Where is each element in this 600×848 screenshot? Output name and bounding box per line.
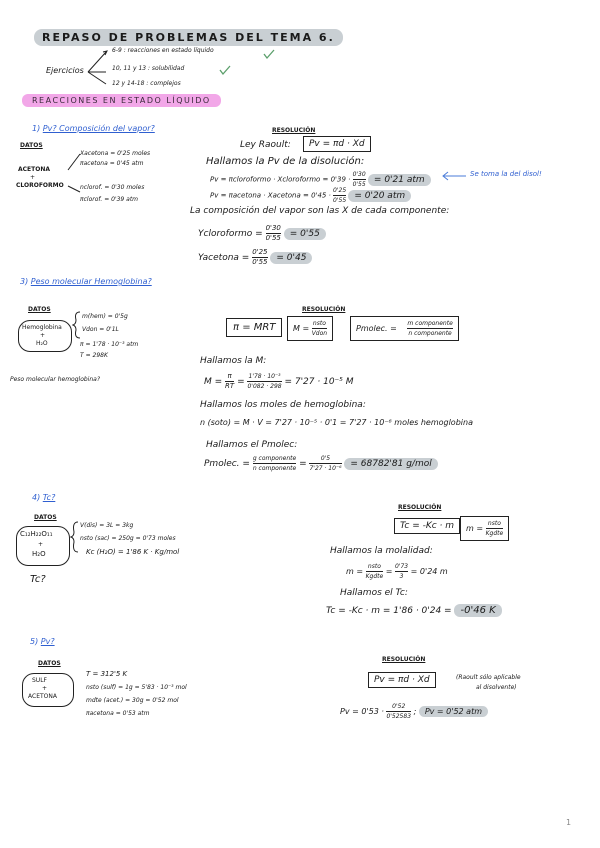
page-number: 1 (566, 818, 572, 827)
equation-line: n (soto) = M · V = 7'27 · 10⁻⁵ · 0'1 = 7'27 · 10⁻⁶ moles hemoglobina (200, 418, 473, 427)
datos-label: DATOS (34, 514, 57, 521)
formula-box: Tc = -Kc · m (394, 518, 460, 534)
question-text: Tc? (42, 493, 56, 502)
equation-line: m = $\frac{\text{nsto}}{\text{Kgdte}}$ = $\frac{0'73}{3}$ = 0'24 m (346, 563, 448, 580)
datos-label: DATOS (38, 660, 61, 667)
species-b: CLOROFORMO (16, 182, 64, 189)
data-item: πclorof. = 0'39 atm (80, 196, 139, 203)
species-b: H₂O (32, 550, 46, 558)
result-highlight: = 0'21 atm (368, 174, 431, 186)
resolucion-label: RESOLUCIÓN (272, 127, 316, 134)
question-text: Pv? (40, 637, 55, 646)
question-text: Peso molecular Hemoglobina? (30, 277, 152, 286)
exercise-item: 10, 11 y 13 : solubilidad (112, 65, 185, 72)
brace (70, 520, 80, 554)
species-b: ACETONA (28, 693, 57, 700)
law-formula-box: Pv = πd · Xd (303, 136, 371, 152)
species-box (22, 673, 74, 707)
formula-box: M = $\frac{\text{nsto}}{\text{Vdon}}$ (287, 316, 333, 341)
result-highlight: = 0'45 (270, 252, 312, 264)
data-item: nsto (sac) = 250g = 0'73 moles (80, 535, 176, 542)
note-text: al disolvente) (476, 684, 517, 691)
result-highlight: Pv = 0'52 atm (419, 706, 488, 717)
data-item: π = 1'78 · 10⁻³ atm (80, 341, 139, 348)
resolucion-label: RESOLUCIÓN (382, 656, 426, 663)
brace (72, 310, 82, 340)
datos-label: DATOS (28, 306, 51, 313)
species-a: ACETONA (18, 166, 51, 173)
text-line: Hallamos los moles de hemoglobina: (200, 400, 366, 410)
note-text: (Raoult sólo aplicable (456, 674, 521, 681)
data-item: nsto (sulf) = 1g = 5'83 · 10⁻³ mol (86, 684, 187, 691)
result-highlight: = 0'20 atm (348, 190, 411, 202)
side-note: Se toma la del disol! (470, 170, 542, 178)
data-item: nclorof. = 0'30 moles (80, 184, 145, 191)
ejercicios-label: Ejercicios (46, 66, 84, 75)
result-highlight: = 0'55 (284, 228, 326, 240)
datos-label: DATOS (20, 142, 43, 149)
section-heading: REACCIONES EN ESTADO LÍQUIDO (22, 94, 221, 107)
check-icon (262, 48, 276, 60)
data-item: Kc (H₂O) = 1'86 K · Kg/mol (86, 548, 180, 556)
data-item: T = 312'5 K (86, 670, 128, 678)
check-icon (218, 64, 232, 76)
species-a: C₁₂H₂₂O₁₁ (20, 530, 53, 538)
data-item: Xacetona = 0'25 moles (80, 150, 151, 157)
formula-box: m = $\frac{\text{nsto}}{\text{Kgdte}}$ (460, 516, 509, 541)
text-line: Hallamos el Pmolec: (206, 440, 298, 450)
law-label: Ley Raoult: (240, 140, 291, 150)
result-highlight: -0'46 K (454, 604, 501, 617)
data-item: πacetona = 0'45 atm (80, 160, 144, 167)
text-line: La composición del vapor son las X de cada componente: (190, 206, 450, 216)
equation-line: Yacetona = $\frac{0'25}{0'55}$ = 0'45 (198, 248, 312, 267)
question-number: 3) Peso molecular Hemoglobina? (20, 277, 152, 286)
species-a: SULF (32, 677, 47, 684)
text-line: Hallamos el Tc: (340, 588, 408, 598)
formula-box: π = MRT (226, 318, 282, 337)
data-item: T = 298K (80, 352, 108, 359)
resolucion-label: RESOLUCIÓN (302, 306, 346, 313)
plus-sign: + (42, 685, 48, 692)
result-highlight: = 68782'81 g/mol (344, 458, 437, 470)
species-b: H₂O (36, 340, 48, 347)
text-line: Hallamos la Pv de la disolución: (206, 156, 365, 167)
exercise-item: 6-9 : reacciones en estado líquido (112, 47, 214, 54)
question-number: 5) Pv? (30, 637, 55, 646)
exercise-item: 12 y 14-18 : complejos (112, 80, 181, 87)
data-item: m(hem) = 0'5g (82, 313, 128, 320)
plus-sign: + (30, 174, 36, 181)
data-item: V(dis) = 3L = 3kg (80, 522, 134, 529)
data-item: Vdon = 0'1L (82, 326, 119, 333)
plus-sign: + (38, 541, 44, 548)
equation-line: Tc = -Kc · m = 1'86 · 0'24 = -0'46 K (326, 605, 502, 616)
species-a: Hemoglobina (22, 324, 62, 331)
question-number: 1) Pv? Composición del vapor? (32, 124, 155, 133)
question-number: 4) Tc? (32, 493, 56, 502)
equation-line: Pmolec. = $\frac{\text{g componente}}{\text{n componente}}$ = $\frac{0'5}{\text{7'27 · 10⁻⁶}}$ = 68782'81 g/mol (204, 454, 438, 473)
page-title: REPASO DE PROBLEMAS DEL TEMA 6. (34, 29, 343, 46)
text-line: Hallamos la molalidad: (330, 546, 433, 556)
formula-box: Pmolec. = $\frac{\text{m componente}}{\text{n componente}}$ (350, 316, 459, 341)
equation-line: M = $\frac{\pi}{RT}$ = $\frac{\text{1'78 · 10⁻³}}{0'082 \cdot 298}$ = 7'27 · 10⁻⁵ M (204, 372, 354, 390)
ask-text: Peso molecular hemoglobina? (10, 376, 101, 383)
question-text: Pv? Composición del vapor? (42, 124, 155, 133)
ask-text: Tc? (30, 574, 46, 585)
text-line: Hallamos la M: (200, 356, 267, 366)
resolucion-label: RESOLUCIÓN (398, 504, 442, 511)
equation-line: Pv = 0'53 · $\frac{0'52}{0'52583}$ ; Pv = 0'52 atm (340, 702, 488, 721)
data-item: mdte (acet.) = 30g = 0'52 mol (86, 697, 179, 704)
equation-line: Ycloroformo = $\frac{0'30}{0'55}$ = 0'55 (198, 224, 326, 243)
equation-line: Pv = πcloroformo · Xcloroformo = 0'39 · $\frac{0'30}{0'55}$ = 0'21 atm (210, 170, 431, 189)
data-item: πacetona = 0'53 atm (86, 710, 150, 717)
equation-line: Pv = πacetona · Xacetona = 0'45 · $\frac{0'25}{0'55}$ = 0'20 atm (210, 186, 411, 205)
law-formula-box: Pv = πd · Xd (368, 672, 436, 688)
plus-sign: + (40, 332, 46, 339)
arrow-left-icon (440, 170, 468, 182)
